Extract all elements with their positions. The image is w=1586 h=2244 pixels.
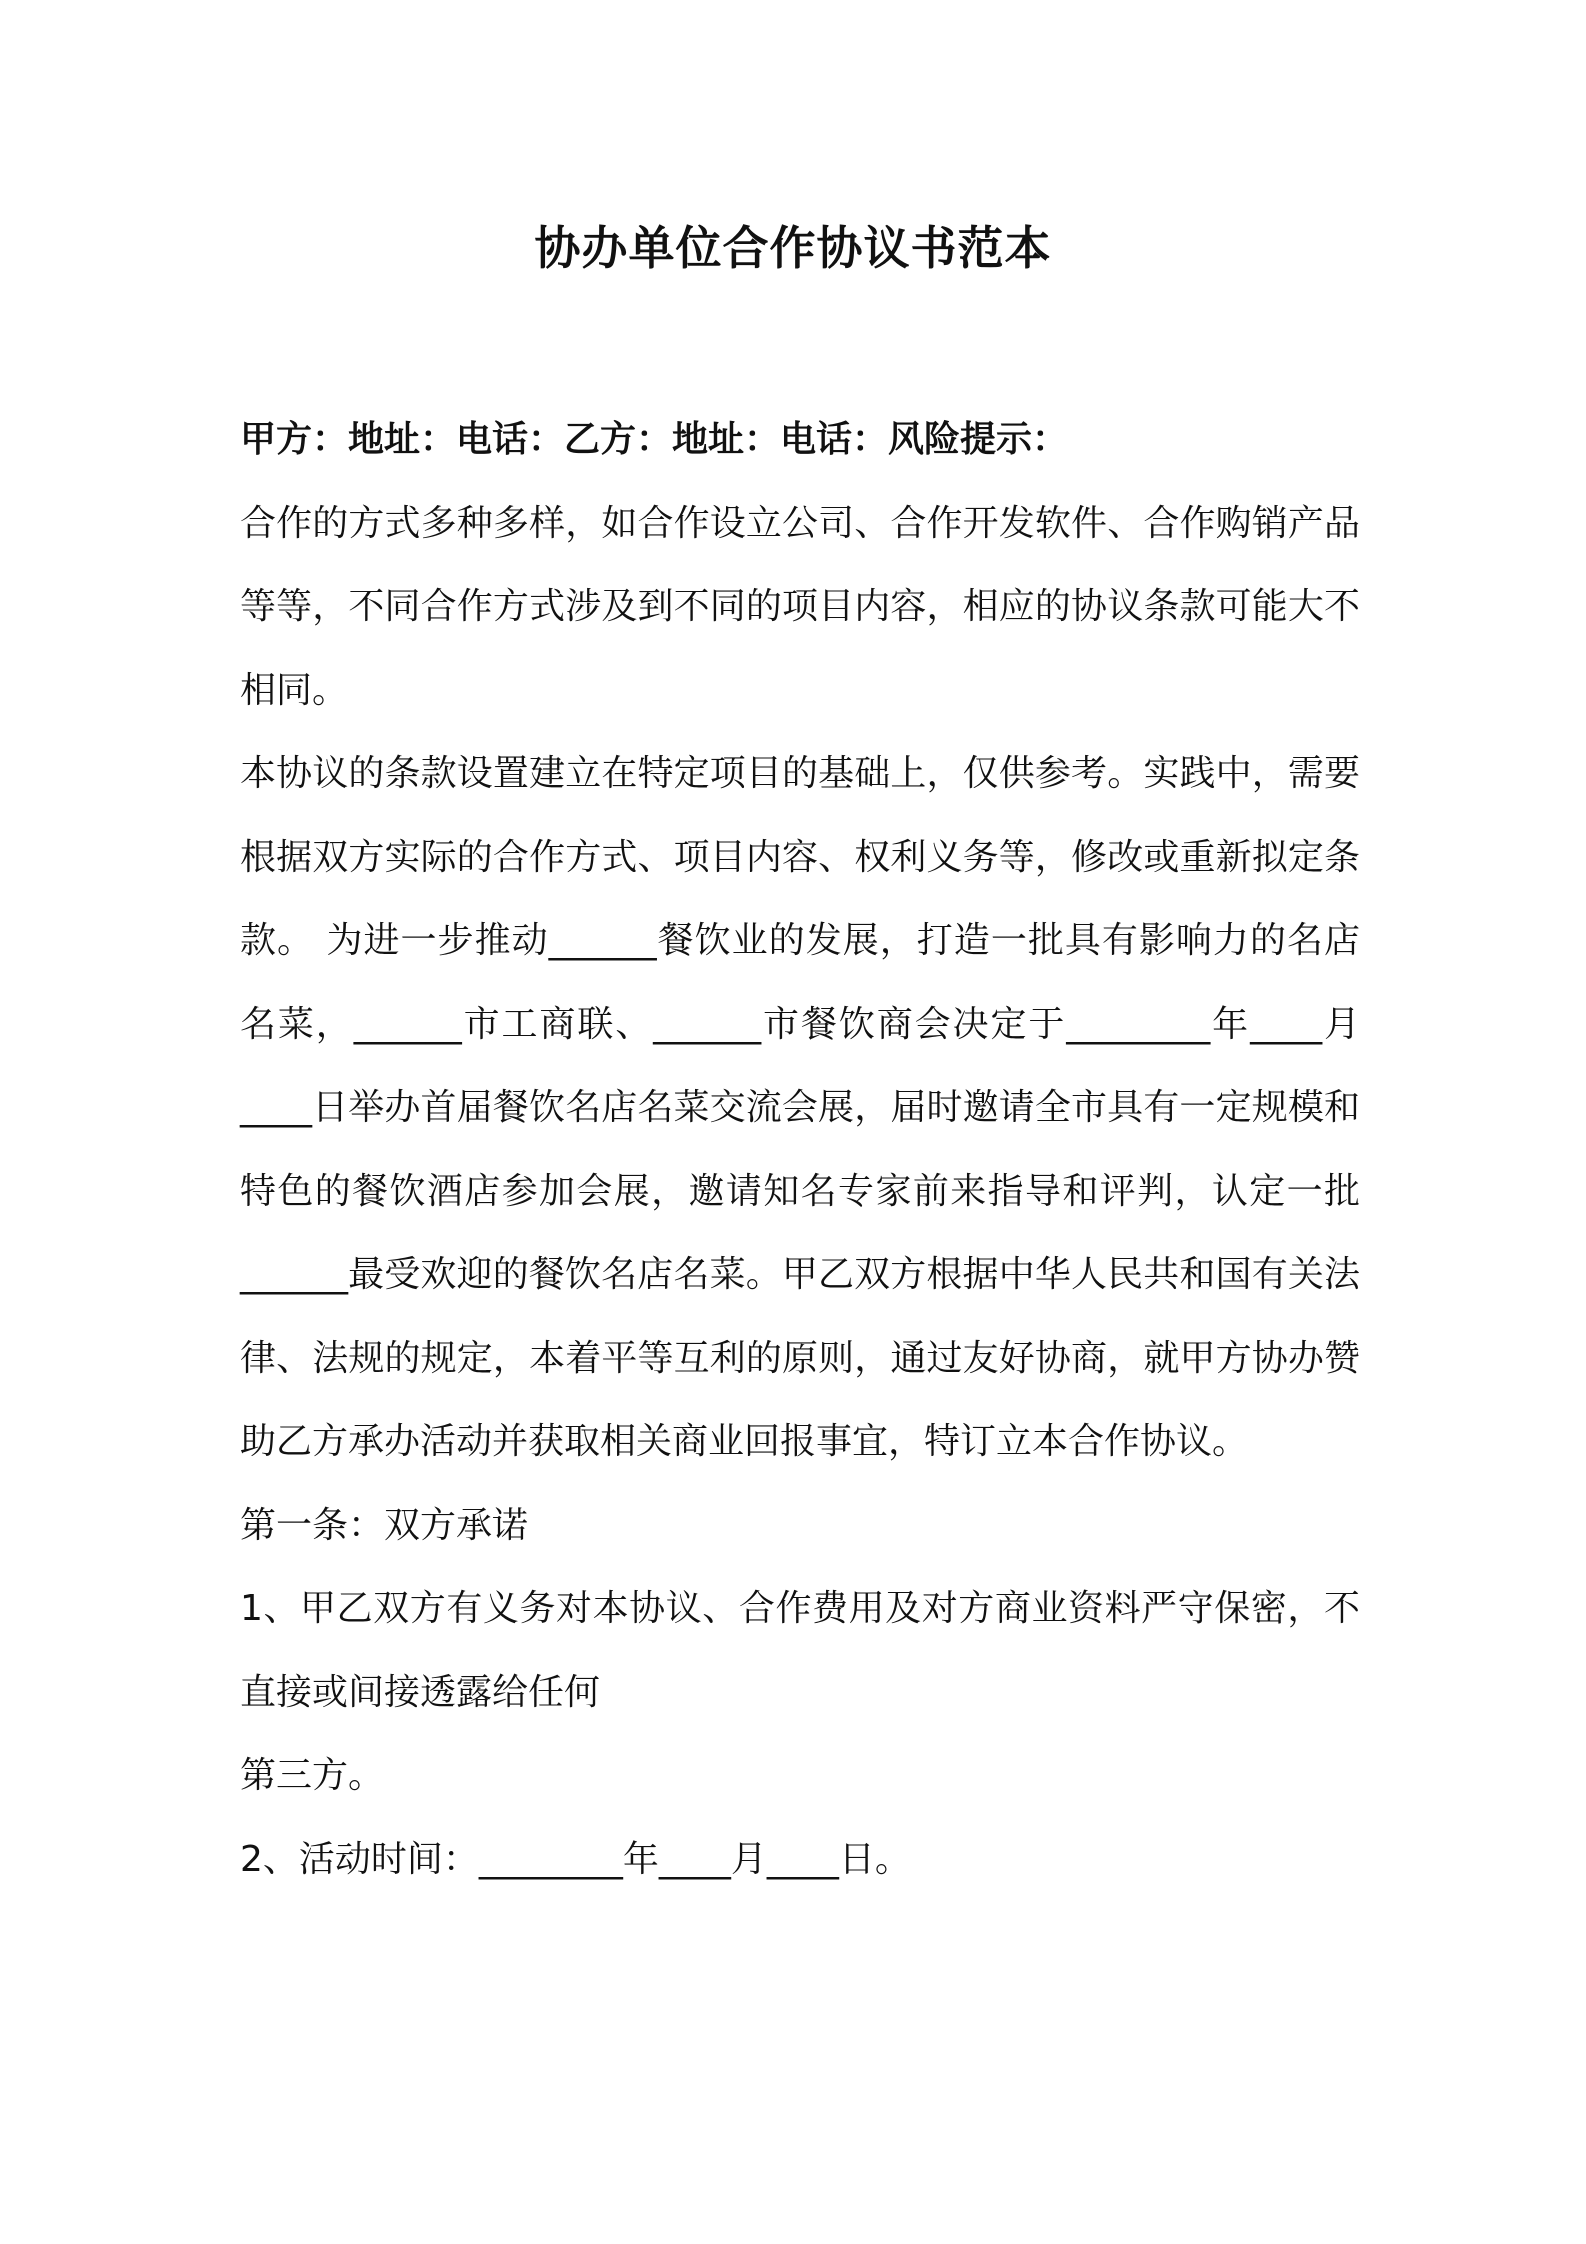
- document-body: [240, 398, 1360, 1901]
- party-info-line: 甲方：地址：电话：乙方：地址：电话：风险提示：: [240, 419, 1069, 460]
- clause-confidentiality: 1、甲乙双方有义务对本协议、合作费用及对方商业资料严守保密，不直接或间接透露给任何: [240, 1588, 1360, 1713]
- clause-event-time: 2、活动时间：________年____月____日。: [240, 1838, 911, 1880]
- clause-confidentiality-cont: 第三方。: [240, 1755, 385, 1796]
- paragraph-cooperation-methods: 合作的方式多种多样，如合作设立公司、合作开发软件、合作购销产品等等，不同合作方式涉及到不同的项目内容，相应的协议条款可能大不相同。: [240, 502, 1360, 711]
- paragraph-agreement-intro: 本协议的条款设置建立在特定项目的基础上，仅供参考。实践中，需要根据双方实际的合作方式、项目内容、权利义务等，修改或重新拟定条款。 为进一步推动______餐饮业的发展，打造一批具有影响力的名店名菜，______市工商联、______市餐饮商会决定于________年____月____日举办首届餐饮名店名菜交流会展，届时邀请全市具有一定规模和特色的餐饮酒店参加会展，邀请知名专家前来指导和评判，认定一批______最受欢迎的餐饮名店名菜。甲乙双方根据中华人民共和国有关法律、法规的规定，本着平等互利的原则，通过友好协商，就甲方协办赞助乙方承办活动并获取相关商业回报事宜，特订立本合作协议。: [240, 753, 1360, 1462]
- article-one-heading: 第一条：双方承诺: [240, 1504, 529, 1546]
- document-title: 协办单位合作协议书范本: [534, 221, 1052, 275]
